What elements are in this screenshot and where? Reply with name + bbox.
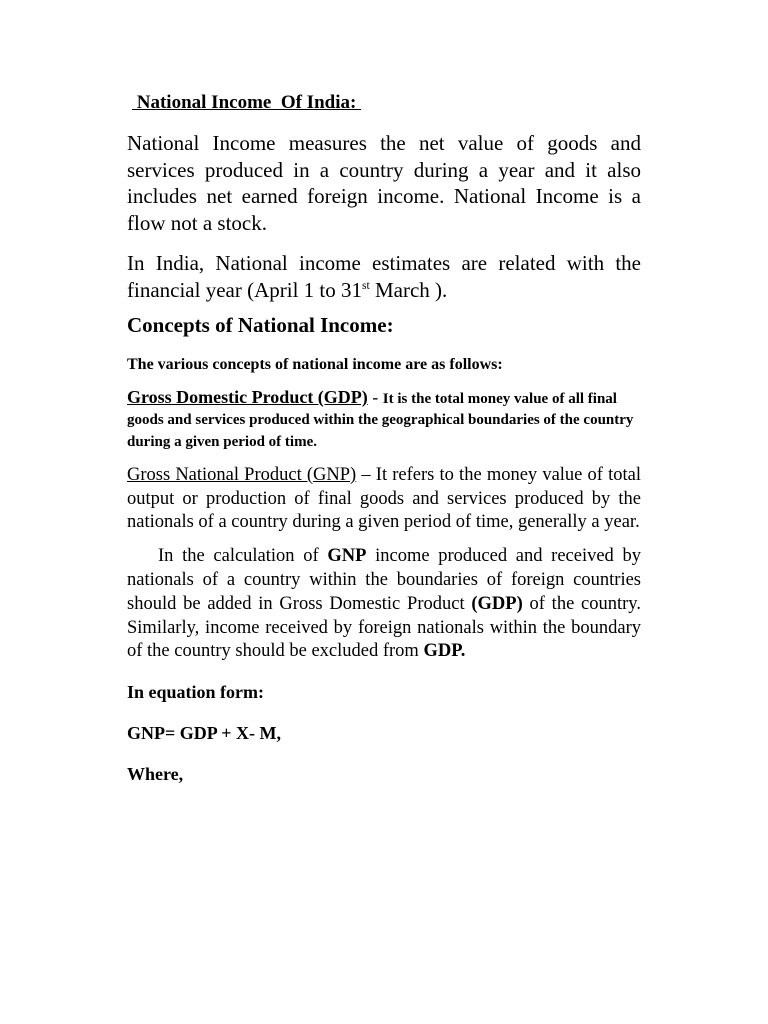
financial-year-paragraph [127, 250, 641, 303]
gnp-calculation-paragraph [127, 545, 641, 664]
where-label: Where, [127, 764, 184, 785]
gdp-paragraph [127, 387, 641, 453]
gnp-definition: – It refers to the money value of total output or production of final goods and services produced by the nationals of a country during a given period of time, generally a year. [127, 464, 641, 533]
intro-paragraph: National Income measures the net value of goods and services produced in a country during a year and it also includes net earned foreign income. National Income is a flow not a stock. [127, 131, 641, 235]
financial-year-text: In India, National income estimates are related with the financial year (April 1 to 31 [127, 251, 641, 302]
gdp-dash: - [367, 387, 383, 407]
gdp-term: Gross Domestic Product (GDP) [127, 387, 368, 407]
concepts-lead: The various concepts of national income are as follows: [127, 356, 503, 373]
gdp-definition: It is the total money value of all final goods and services produced within the geographical boundaries of the country during a given period of time. [127, 391, 634, 450]
calc-gdp-bold: (GDP) [471, 593, 523, 614]
concepts-heading: Concepts of National Income: [127, 313, 394, 337]
document-page [127, 92, 641, 805]
gnp-paragraph [127, 464, 641, 535]
ordinal-suffix: st [362, 279, 370, 292]
equation: GNP= GDP + X- M, [127, 723, 281, 744]
calc-text-3: of the country. Similarly, income received by foreign nationals within the boundary of the country should be excluded from [127, 593, 641, 662]
page-title: National Income Of India: [132, 92, 362, 113]
calc-gdp-end-bold: GDP. [423, 641, 466, 662]
calc-gnp-bold: GNP [327, 546, 367, 567]
calc-text-1: In the calculation of [158, 546, 328, 567]
calc-text-2: income produced and received by nationals of a country within the boundaries of foreign countries should be added in Gross Domestic Product [127, 546, 641, 614]
gnp-term: Gross National Product (GNP) [127, 464, 357, 485]
equation-heading: In equation form: [127, 682, 265, 703]
financial-year-end: March ). [369, 277, 448, 302]
